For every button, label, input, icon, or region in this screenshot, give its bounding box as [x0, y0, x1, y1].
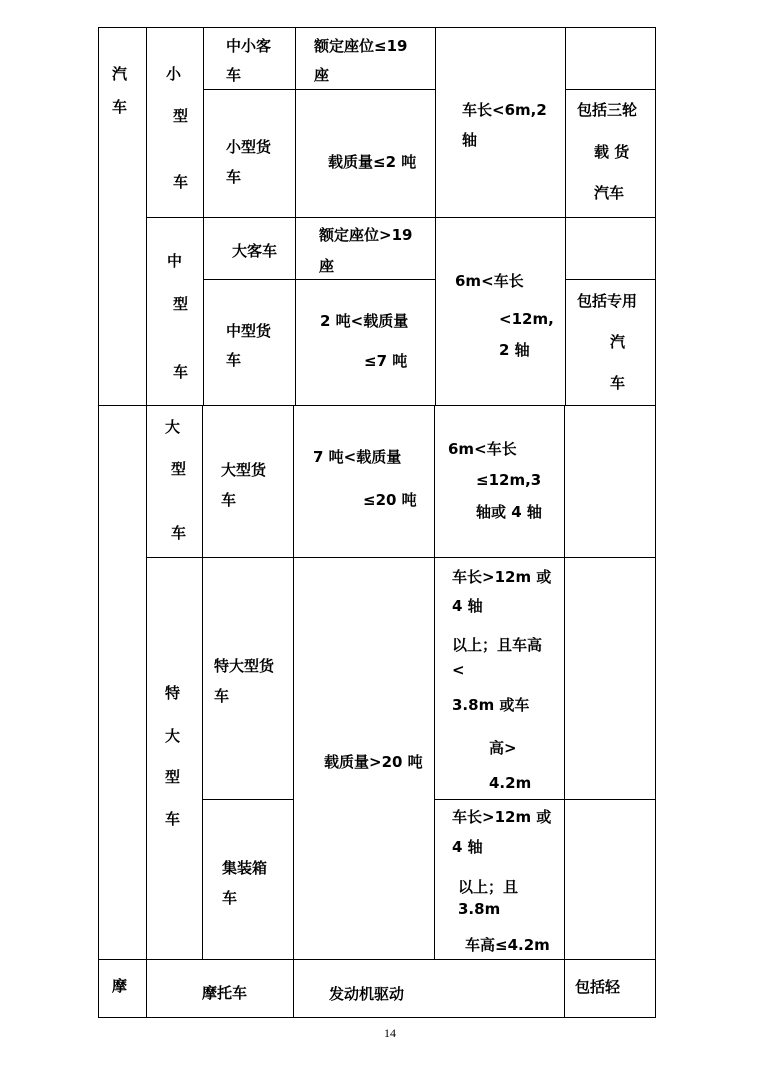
size-label: 车 — [165, 810, 181, 828]
size-label: 车 — [173, 363, 189, 381]
remark: 车 — [610, 374, 626, 392]
drive-condition: 发动机驱动 — [329, 985, 405, 1003]
load-condition: 2 吨<载质量 — [320, 312, 409, 330]
remark: 包括三轮 — [577, 101, 638, 119]
load-condition: 7 吨<载质量 — [313, 448, 402, 466]
col-divider — [565, 27, 566, 405]
length-condition: <12m, — [499, 310, 554, 328]
col-divider — [295, 27, 296, 405]
length-condition: 4 轴 — [452, 597, 483, 615]
col-divider — [202, 405, 203, 960]
table-border-right — [655, 27, 656, 1018]
remark: 包括轻 — [575, 978, 621, 996]
table-border-bottom — [98, 1017, 656, 1018]
size-label: 小 — [166, 65, 182, 83]
vehicle-type: 车 — [226, 351, 242, 369]
col-divider — [564, 405, 565, 1018]
seat-condition: 座 — [314, 66, 330, 84]
row-divider — [295, 89, 435, 90]
length-condition: 4.2m — [489, 774, 532, 792]
remark: 载 货 — [594, 143, 630, 161]
vehicle-type: 中小客 — [226, 37, 272, 55]
table-border-top — [98, 27, 656, 28]
length-condition: 6m<车长 — [455, 272, 524, 290]
col-divider — [293, 405, 294, 1018]
col-divider — [435, 27, 436, 405]
row-divider — [98, 959, 656, 960]
size-label: 车 — [173, 173, 189, 191]
length-condition: 轴 — [462, 131, 478, 149]
length-condition: 3.8m 或车 — [452, 696, 530, 714]
vehicle-type: 集装箱 — [222, 859, 268, 877]
length-condition: ≤12m,3 — [476, 471, 542, 489]
load-condition: ≤7 吨 — [364, 352, 408, 370]
remark: 汽车 — [594, 184, 625, 202]
page-number: 14 — [384, 1026, 396, 1040]
length-condition: 车长>12m 或 — [452, 808, 552, 826]
load-condition: 载质量≤2 吨 — [328, 153, 417, 171]
remark: 包括专用 — [577, 292, 638, 310]
vehicle-type: 车 — [214, 687, 230, 705]
size-label: 车 — [171, 524, 187, 542]
row-divider — [146, 557, 656, 558]
length-condition: < — [452, 661, 465, 679]
row-divider — [565, 279, 656, 280]
length-condition: 4 轴 — [452, 838, 483, 856]
col-divider — [146, 27, 147, 405]
load-condition: 载质量>20 吨 — [324, 753, 423, 771]
length-condition: 高> — [489, 739, 517, 757]
vehicle-type: 车 — [226, 168, 242, 186]
row-divider — [434, 799, 656, 800]
size-label: 大 — [165, 727, 181, 745]
vehicle-type: 特大型货 — [214, 657, 275, 675]
vehicle-type: 车 — [226, 66, 242, 84]
length-condition: 以上；且车高 — [452, 636, 543, 654]
length-condition: 以上；且 — [458, 878, 519, 896]
col-divider — [203, 27, 204, 405]
length-condition: 3.8m — [458, 900, 501, 918]
length-condition: 车高≤4.2m — [465, 936, 550, 954]
length-condition: 2 轴 — [499, 341, 530, 359]
remark: 汽 — [610, 333, 626, 351]
length-condition: 车长<6m,2 — [462, 101, 547, 119]
seat-condition: 额定座位≤19 — [314, 37, 408, 55]
size-label: 型 — [165, 768, 181, 786]
row-divider — [203, 279, 435, 280]
size-label: 特 — [165, 684, 181, 702]
table-border-left — [98, 27, 99, 1018]
row-divider — [203, 799, 294, 800]
size-label: 型 — [173, 295, 189, 313]
vehicle-type: 小型货 — [226, 138, 272, 156]
category-label: 摩 — [112, 977, 128, 995]
length-condition: 6m<车长 — [448, 440, 517, 458]
size-label: 型 — [171, 460, 187, 478]
size-label: 大 — [165, 418, 181, 436]
row-divider — [146, 217, 656, 218]
category-label: 汽 — [112, 65, 128, 83]
row-divider — [203, 89, 295, 90]
row-divider — [565, 89, 656, 90]
seat-condition: 额定座位>19 — [319, 226, 413, 244]
vehicle-type: 车 — [221, 491, 237, 509]
vehicle-type: 摩托车 — [202, 984, 248, 1002]
size-label: 型 — [173, 107, 189, 125]
vehicle-type: 中型货 — [226, 322, 272, 340]
size-label: 中 — [167, 252, 183, 270]
vehicle-type: 大型货 — [221, 461, 267, 479]
vehicle-type: 车 — [222, 889, 238, 907]
length-condition: 车长>12m 或 — [452, 568, 552, 586]
category-label: 车 — [112, 98, 128, 116]
vehicle-type: 大客车 — [232, 242, 278, 260]
row-divider — [98, 405, 656, 406]
col-divider — [146, 405, 147, 1018]
load-condition: ≤20 吨 — [363, 491, 417, 509]
length-condition: 轴或 4 轴 — [476, 503, 542, 521]
seat-condition: 座 — [319, 257, 335, 275]
col-divider — [434, 405, 435, 960]
